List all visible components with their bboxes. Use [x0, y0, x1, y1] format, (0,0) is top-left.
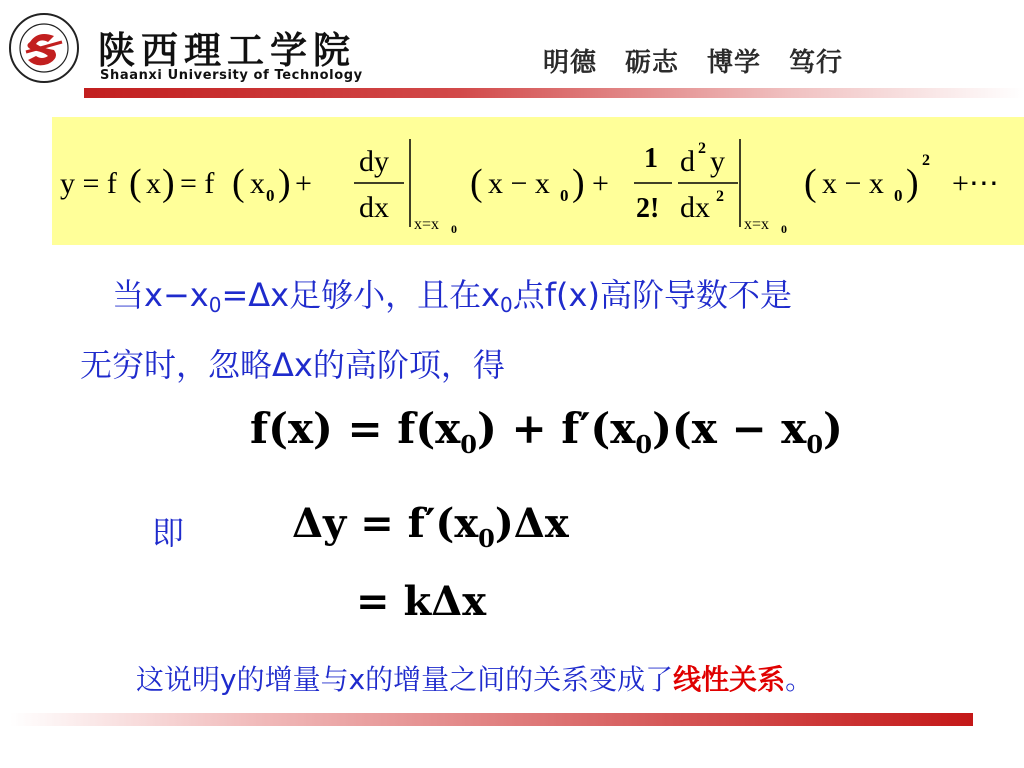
svg-text:x − x: x − x [822, 167, 884, 200]
subscript: 0 [460, 430, 477, 459]
svg-text:2: 2 [698, 140, 706, 157]
svg-text:2: 2 [922, 152, 930, 169]
svg-text:0: 0 [451, 222, 457, 236]
svg-text:y: y [710, 145, 725, 178]
conclusion-end: 。 [785, 663, 814, 696]
eq-segment: ) [823, 404, 843, 453]
taylor-formula-box [52, 117, 1024, 245]
eq-segment: f(x) = f(x [250, 404, 461, 453]
svg-text:d: d [680, 145, 695, 178]
svg-text:): ) [906, 162, 919, 204]
text-segment: =Δx足够小，且在x [221, 276, 501, 314]
svg-text:x − x: x − x [488, 167, 550, 200]
svg-text:x: x [146, 167, 161, 200]
svg-text:0: 0 [266, 186, 275, 205]
svg-text:+: + [592, 167, 609, 200]
svg-text:(: ( [232, 162, 245, 204]
conclusion-line [136, 658, 813, 698]
svg-text:): ) [572, 162, 585, 204]
svg-text:x: x [250, 167, 265, 200]
svg-text:): ) [278, 162, 291, 204]
svg-text:dx: dx [680, 191, 710, 224]
linear-relation-highlight: 线性关系 [673, 663, 786, 696]
motto-item: 明德 [543, 48, 598, 78]
subscript: 0 [478, 524, 495, 553]
svg-text:+⋯: +⋯ [952, 167, 999, 200]
svg-text:+: + [295, 167, 312, 200]
eq-segment: )(x − x [652, 404, 807, 453]
svg-text:(: ( [129, 162, 142, 204]
svg-text:0: 0 [894, 186, 903, 205]
delta-y-equation [292, 500, 569, 553]
university-logo [8, 12, 80, 84]
svg-text:(: ( [804, 162, 817, 204]
condition-line-2: 无穷时，忽略Δx的高阶项，得 [80, 346, 505, 384]
motto-item: 笃行 [789, 48, 844, 78]
svg-text:0: 0 [560, 186, 569, 205]
k-delta-x-equation: = kΔx [356, 578, 487, 625]
conclusion-text: 这说明y的增量与x的增量之间的关系变成了 [136, 663, 674, 696]
motto-item: 博学 [707, 48, 762, 78]
text-segment: 点f(x)高阶导数不是 [512, 276, 792, 314]
subscript: 0 [208, 293, 222, 317]
namely-label: 即 [152, 514, 185, 552]
header-divider [84, 88, 1024, 98]
svg-text:x=x: x=x [414, 216, 440, 233]
eq-segment: )Δx [494, 500, 569, 547]
subscript: 0 [806, 430, 824, 459]
eq-segment: Δy = f′(x [292, 500, 479, 547]
svg-text:0: 0 [781, 222, 787, 236]
svg-text:1: 1 [644, 143, 658, 174]
svg-text:dy: dy [359, 145, 389, 178]
motto [543, 42, 843, 79]
motto-item: 砺志 [625, 48, 680, 78]
text-segment: 当x−x [112, 276, 209, 314]
taylor-formula [52, 117, 1024, 245]
linear-approximation-equation [250, 404, 843, 459]
eq-segment: ) + f′(x [476, 404, 636, 453]
university-name-cn: 陕西理工学院 [98, 28, 356, 72]
svg-text:= f: = f [180, 167, 215, 200]
subscript: 0 [500, 293, 513, 317]
university-name-en: Shaanxi University of Technology [100, 68, 363, 83]
subscript: 0 [635, 430, 653, 459]
svg-text:(: ( [470, 162, 483, 204]
footer-divider [10, 713, 973, 726]
svg-text:dx: dx [359, 191, 389, 224]
svg-text:y = f: y = f [60, 167, 117, 200]
svg-text:2!: 2! [636, 193, 660, 224]
condition-line-1 [112, 270, 792, 317]
svg-text:2: 2 [716, 188, 724, 205]
svg-text:): ) [162, 162, 175, 204]
svg-text:x=x: x=x [744, 216, 770, 233]
